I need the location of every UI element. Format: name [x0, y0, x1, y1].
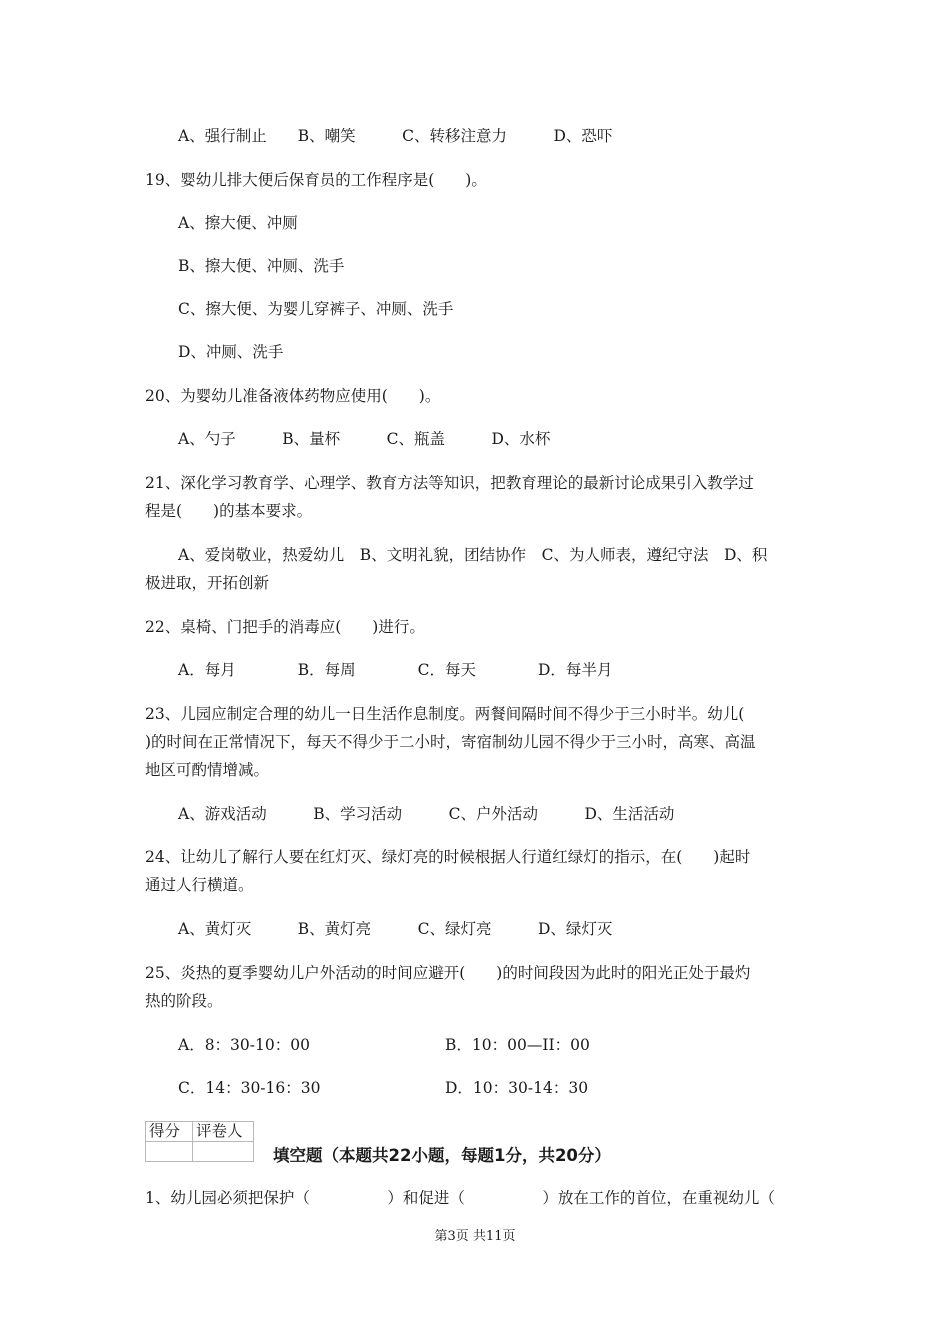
- question-19-option-b: B、擦大便、冲厕、洗手: [178, 257, 345, 275]
- question-21-options-line2: 极进取，开拓创新: [145, 574, 270, 592]
- question-24-options: A、黄灯灭 B、黄灯亮 C、绿灯亮 D、绿灯灭: [178, 920, 613, 938]
- question-25-option-a: A．8：30-10：00: [178, 1036, 310, 1054]
- question-23-options: A、游戏活动 B、学习活动 C、户外活动 D、生活活动: [178, 805, 675, 823]
- question-25-stem-line1: 25、炎热的夏季婴幼儿户外活动的时间应避开( )的时间段因为此时的阳光正处于最灼: [145, 964, 751, 982]
- question-22-stem: 22、桌椅、门把手的消毒应( )进行。: [145, 618, 425, 636]
- question-19-stem: 19、婴幼儿排大便后保育员的工作程序是( )。: [145, 171, 487, 189]
- question-21-stem-line1: 21、深化学习教育学、心理学、教育方法等知识，把教育理论的最新讨论成果引入教学过: [145, 474, 754, 492]
- grader-cell: [193, 1142, 254, 1162]
- question-25-option-b: B．10：00—II：00: [445, 1036, 590, 1054]
- question-22-options: A．每月 B．每周 C．每天 D．每半月: [178, 661, 613, 679]
- question-25-option-d: D．10：30-14：30: [445, 1079, 589, 1097]
- question-25-option-c: C．14：30-16：30: [178, 1079, 321, 1097]
- score-cell: [146, 1142, 193, 1162]
- question-24-stem-line2: 通过人行横道。: [145, 876, 254, 894]
- question-24-stem-line1: 24、让幼儿了解行人要在红灯灭、绿灯亮的时候根据人行道红绿灯的指示，在( )起时: [145, 848, 751, 866]
- question-23-stem-line1: 23、儿园应制定合理的幼儿一日生活作息制度。两餐间隔时间不得少于三小时半。幼儿(: [145, 705, 745, 723]
- score-table: [145, 1121, 254, 1162]
- section-title: 填空题（本题共22小题，每题1分，共20分）: [273, 1146, 611, 1165]
- question-19-option-c: C、擦大便、为婴儿穿裤子、冲厕、洗手: [178, 300, 454, 318]
- question-23-stem-line3: 地区可酌情增减。: [145, 761, 270, 779]
- question-25-stem-line2: 热的阶段。: [145, 992, 223, 1010]
- question-18-options: A、强行制止 B、嘲笑 C、转移注意力 D、恐吓: [178, 127, 613, 145]
- question-20-stem: 20、为婴幼儿准备液体药物应使用( )。: [145, 387, 441, 405]
- score-label: 得分: [146, 1122, 193, 1142]
- question-21-options-line1: A、爱岗敬业，热爱幼儿 B、文明礼貌，团结协作 C、为人师表，遵纪守法 D、积: [178, 546, 768, 564]
- question-23-stem-line2: )的时间在正常情况下，每天不得少于二小时，寄宿制幼儿园不得少于三小时，高寒、高温: [145, 733, 756, 751]
- question-19-option-d: D、冲厕、洗手: [178, 343, 284, 361]
- grader-label: 评卷人: [193, 1122, 254, 1142]
- question-20-options: A、勺子 B、量杯 C、瓶盖 D、水杯: [178, 430, 551, 448]
- page-footer: 第3页 共11页: [434, 1229, 516, 1244]
- fill-question-1: 1、幼儿园必须把保护（ ）和促进（ ）放在工作的首位，在重视幼儿（: [145, 1189, 775, 1207]
- question-19-option-a: A、擦大便、冲厕: [178, 214, 298, 232]
- question-21-stem-line2: 程是( )的基本要求。: [145, 502, 313, 520]
